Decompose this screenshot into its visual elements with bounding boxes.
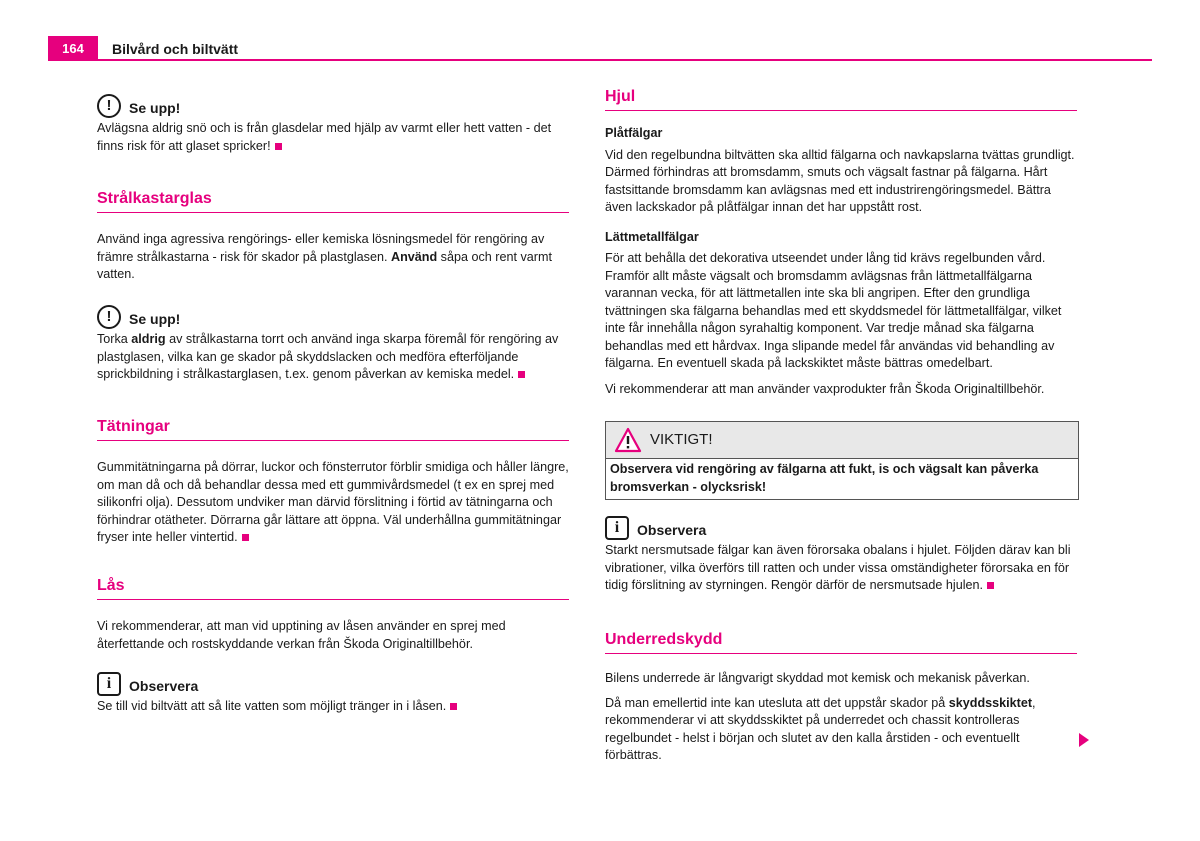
section-seals — [97, 417, 569, 547]
header-rule — [48, 59, 1152, 61]
paragraph: För att behålla det dekorativa utseendet under lång tid krävs regelbunden vård. Framför allt måste vägsalt och bromsdamm avlägsnas från lättmetallfälgarna varannan vecka, för att lättmetallen inte ska bli angripen. Efter den grundliga tvättningen ska fälgarna behandlas med ett skyddsmedel för lättmetallfälgar, vilket inte får innehålla någon syrahaltig komponent. Var tredje månad ska fälgarna behandlas med ett hårdvax. Inga slipande medel får användas vid behandling av fälgarna. En eventuell skada på lackskiktet måste bättras omedelbart. — [605, 251, 1062, 370]
section-wheels — [605, 87, 1077, 398]
section-heading: Lås — [97, 576, 569, 600]
caution-title: Se upp! — [129, 100, 181, 116]
note-title: Observera — [129, 678, 199, 694]
caution-box-glass — [97, 94, 569, 155]
section-locks — [97, 576, 569, 653]
warning-title: VIKTIGT! — [650, 431, 713, 448]
caution-title: Se upp! — [129, 311, 181, 327]
note-box-wheels — [605, 516, 1077, 595]
section-heading: Strålkastarglas — [97, 189, 569, 213]
subheading-alloy: Lättmetallfälgar — [605, 229, 699, 244]
running-title: Bilvård och biltvätt — [112, 41, 239, 57]
end-marker-icon — [987, 582, 994, 589]
caution-text: Torka aldrig av strålkastarna torrt och använd inga skarpa föremål för rengöring av plastglasen, vilka kan ge skador på skyddslacken och medföra efterföljande sprickbildning i strålkastarglasen, t.ex. genom påverkan av kemiska medel. — [97, 332, 559, 381]
exclamation-circle-icon: ! — [97, 94, 121, 118]
warning-text: Observera vid rengöring av fälgarna att fukt, is och vägsalt kan påverka bromsverkan - olycksrisk! — [610, 462, 1039, 494]
warning-triangle-icon — [614, 427, 642, 453]
section-underbody — [605, 630, 1077, 765]
subheading-steel: Plåtfälgar — [605, 126, 663, 140]
paragraph: Bilens underrede är långvarigt skyddad mot kemisk och mekanisk påverkan. — [605, 671, 1030, 685]
paragraph: Vi rekommenderar, att man vid upptining av låsen använder en sprej med återfettande och rostskyddande verkan från Škoda Originaltillbehör. — [97, 619, 506, 651]
section-heading: Underredskydd — [605, 630, 1077, 654]
note-title: Observera — [637, 522, 707, 538]
paragraph: Vi rekommenderar att man använder vaxprodukter från Škoda Originaltillbehör. — [605, 381, 1045, 396]
warning-header — [606, 422, 1078, 459]
info-icon: i — [605, 516, 629, 540]
paragraph: Vid den regelbundna biltvätten ska alltid fälgarna och navkapslarna tvättas grundligt. Därmed förhindras att bromsdamm, smuts och vägsalt fastnar på fälgarna. Hårt fastsittande bromsdamm kan avlägsnas med ett industrirengöringsmedel. Bättra även lackskador på plåtfälgar innan det har uppstått rost. — [605, 147, 1075, 214]
paragraph: Då man emellertid inte kan utesluta att det uppstår skador på skyddsskiktet, rekommenderar vi att skyddsskiktet på underredet och chassit kontrolleras regelbundet - helst i början och slutet av den kalla årstiden - och eventuellt förbättras. — [605, 695, 1036, 762]
caution-box-headlights — [97, 305, 569, 384]
continue-arrow-icon — [1079, 733, 1089, 747]
note-text: Starkt nersmutsade fälgar kan även förorsaka obalans i hjulet. Följden därav kan bli vibrationer, vilka överförs till ratten och under vissa omständigheter förorsaka en för tidig förslitning av styrningen. Rengör därför de nersmutsade hjulen. — [605, 543, 1071, 592]
note-box-locks — [97, 672, 569, 716]
end-marker-icon — [242, 534, 249, 541]
paragraph: Gummitätningarna på dörrar, luckor och fönsterrutor förblir smidiga och håller längre, om man då och då behandlar dessa med ett gummivårdsmedel (t ex en sprej med silikonfri olja). Dessutom undviker man därvid förslitning i förtid av tätningarna och förhindrar otätheter. Dörrarna går lättare att öppna. Väl underhållna gummitätningar fryser inte heller vintertid. — [97, 460, 569, 544]
page-number: 164 — [48, 36, 98, 60]
paragraph: Använd inga agressiva rengörings- eller kemiska lösningsmedel för rengöring av främre strålkastarna - risk för skador på plastglasen. Använd såpa och rent varmt vatten. — [97, 232, 552, 281]
note-text: Se till vid biltvätt att så lite vatten som möjligt tränger in i låsen. — [97, 698, 569, 716]
warning-box — [605, 421, 1079, 500]
end-marker-icon — [450, 703, 457, 710]
section-heading: Hjul — [605, 87, 1077, 111]
caution-text: Avlägsna aldrig snö och is från glasdelar med hjälp av varmt eller hett vatten - det finns risk för att glaset spricker! — [97, 121, 552, 153]
info-icon: i — [97, 672, 121, 696]
section-heading: Tätningar — [97, 417, 569, 441]
end-marker-icon — [275, 143, 282, 150]
exclamation-circle-icon: ! — [97, 305, 121, 329]
section-headlights — [97, 189, 569, 284]
end-marker-icon — [518, 371, 525, 378]
